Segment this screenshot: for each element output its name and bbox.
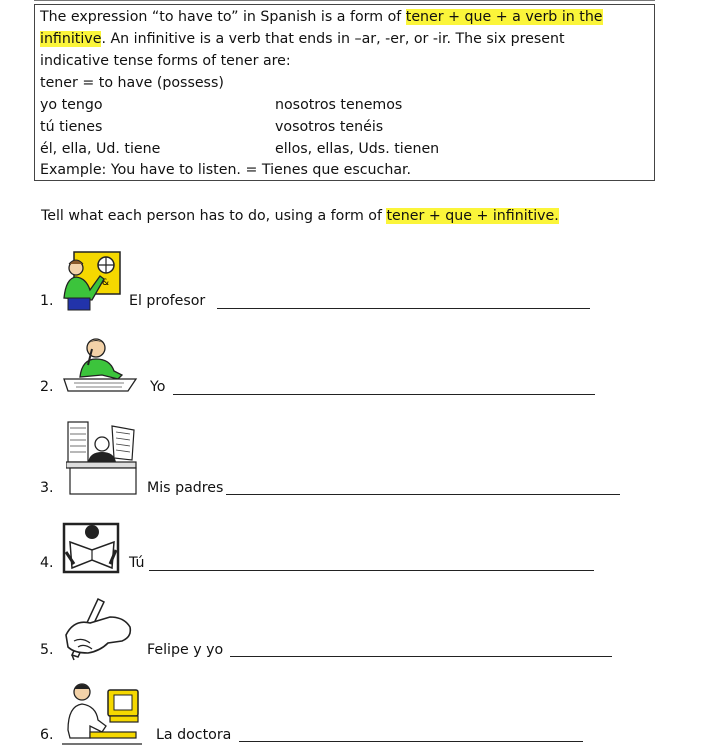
doctor-computer-icon (60, 680, 144, 746)
item-number: 2. (40, 379, 54, 395)
answer-blank-5[interactable] (230, 656, 612, 657)
item-subject: Felipe y yo (147, 642, 224, 658)
reading-person-icon (62, 520, 120, 574)
conj-el: él, ella, Ud. tiene (40, 141, 161, 157)
conj-yo: yo tengo (40, 97, 103, 113)
item-subject: El profesor (129, 293, 206, 309)
grammar-box (34, 4, 655, 181)
conj-ellos: ellos, ellas, Uds. tienen (275, 141, 440, 157)
answer-blank-1[interactable] (217, 308, 590, 309)
item-subject: Yo (150, 379, 166, 395)
paperwork-desk-icon (66, 420, 138, 496)
item-subject: Mis padres (147, 480, 224, 496)
item-subject: Tú (129, 555, 145, 571)
top-rule (34, 0, 655, 1)
conj-nosotros: nosotros tenemos (275, 97, 403, 113)
answer-blank-2[interactable] (173, 394, 595, 395)
tener-definition: tener = to have (possess) (40, 75, 224, 91)
writing-hand-icon (60, 595, 136, 661)
item-subject: La doctora (156, 727, 232, 743)
item-number: 5. (40, 642, 54, 658)
instruction: Tell what each person has to do, using a form of tener + que + infinitive. (41, 208, 559, 224)
answer-blank-4[interactable] (149, 570, 594, 571)
answer-blank-3[interactable] (226, 494, 620, 495)
conj-vosotros: vosotros tenéis (275, 119, 384, 135)
teacher-icon (60, 250, 124, 312)
conj-tu: tú tienes (40, 119, 103, 135)
example-line: Example: You have to listen. = Tienes que escuchar. (40, 162, 412, 178)
intro-line-3: indicative tense forms of tener are: (40, 53, 291, 69)
student-thinking-icon (62, 335, 138, 395)
intro-line-2: infinitive. An infinitive is a verb that ends in –ar, -er, or -ir. The six present (40, 31, 565, 47)
item-number: 6. (40, 727, 54, 743)
item-number: 1. (40, 293, 54, 309)
item-number: 4. (40, 555, 54, 571)
answer-blank-6[interactable] (239, 741, 583, 742)
intro-line-1: The expression “to have to” in Spanish is a form of tener + que + a verb in the (40, 9, 603, 25)
svg-text:&: & (102, 278, 110, 288)
item-number: 3. (40, 480, 54, 496)
